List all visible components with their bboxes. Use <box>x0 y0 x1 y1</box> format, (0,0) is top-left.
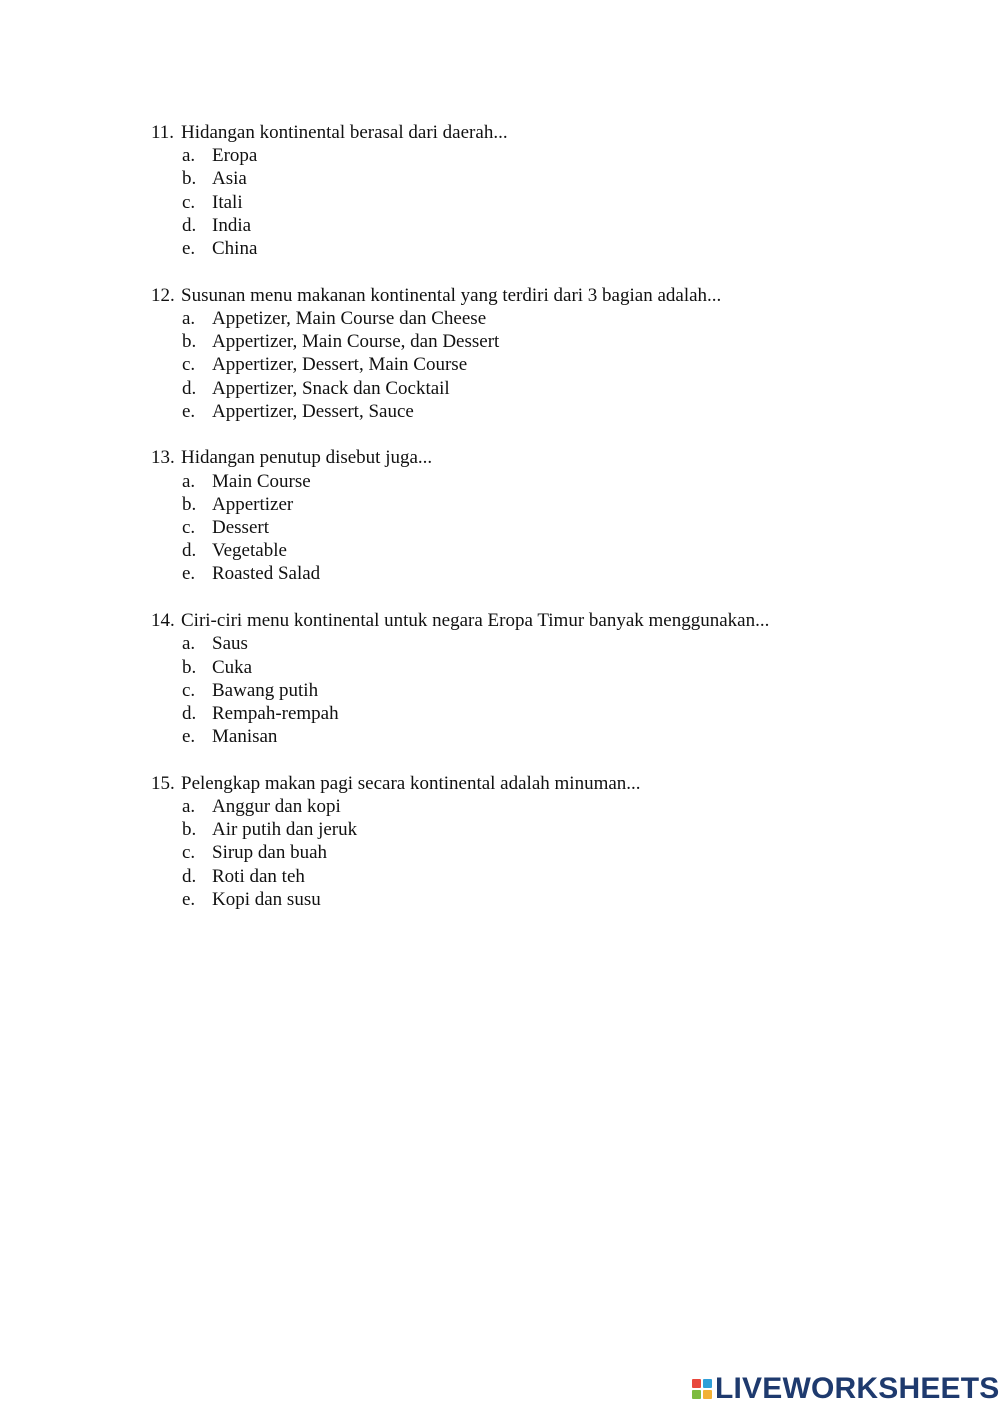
answer-option[interactable] <box>151 144 931 167</box>
option-letter: c. <box>182 679 196 701</box>
option-letter: b. <box>182 656 197 678</box>
question-15 <box>151 772 931 911</box>
option-text: Appetizer, Main Course dan Cheese <box>212 307 487 329</box>
option-text: Anggur dan kopi <box>212 796 341 818</box>
option-letter: d. <box>182 702 197 724</box>
question-title <box>151 284 931 307</box>
option-text: Manisan <box>212 726 278 748</box>
option-letter: a. <box>182 470 196 492</box>
answer-option[interactable] <box>151 167 931 190</box>
option-letter: b. <box>182 819 197 841</box>
option-text: Bawang putih <box>212 679 319 701</box>
answer-option[interactable] <box>151 516 931 539</box>
option-text: Appertizer, Main Course, dan Dessert <box>212 331 500 353</box>
question-number: 13. <box>151 447 175 469</box>
answer-option[interactable] <box>151 656 931 679</box>
option-text: Roasted Salad <box>212 563 321 585</box>
option-text: Roti dan teh <box>212 865 305 887</box>
answer-option[interactable] <box>151 191 931 214</box>
answer-option[interactable] <box>151 725 931 748</box>
option-text: Sirup dan buah <box>212 842 328 864</box>
question-11 <box>151 121 931 260</box>
answer-option[interactable] <box>151 539 931 562</box>
liveworksheets-logo <box>692 1374 1000 1404</box>
answer-option[interactable] <box>151 702 931 725</box>
question-number: 11. <box>151 122 175 143</box>
answer-option[interactable] <box>151 330 931 353</box>
option-text: Main Course <box>212 470 311 492</box>
answer-option[interactable] <box>151 818 931 841</box>
logo-tile <box>703 1379 712 1388</box>
option-text: Appertizer <box>212 493 294 515</box>
logo-text: LIVEWORKSHEETS <box>715 1372 1000 1405</box>
option-text: Saus <box>212 633 248 655</box>
question-14 <box>151 609 931 748</box>
option-letter: e. <box>182 238 196 260</box>
question-title <box>151 609 931 632</box>
liveworksheets-grid-icon <box>692 1379 712 1399</box>
option-text: Appertizer, Dessert, Sauce <box>212 400 414 422</box>
option-text: Eropa <box>212 145 258 167</box>
logo-tile <box>703 1390 712 1399</box>
question-number: 12. <box>151 284 175 306</box>
question-text: Hidangan penutup disebut juga... <box>181 447 433 469</box>
option-letter: c. <box>182 354 196 376</box>
logo-tile <box>692 1379 701 1388</box>
answer-option[interactable] <box>151 400 931 423</box>
question-title <box>151 446 931 469</box>
answer-option[interactable] <box>151 562 931 585</box>
option-letter: d. <box>182 214 197 236</box>
question-number: 14. <box>151 610 175 632</box>
option-text: India <box>212 214 252 236</box>
question-list <box>151 121 931 935</box>
option-text: China <box>212 238 258 260</box>
option-letter: e. <box>182 400 196 422</box>
answer-option[interactable] <box>151 353 931 376</box>
answer-option[interactable] <box>151 679 931 702</box>
answer-option[interactable] <box>151 470 931 493</box>
question-text: Susunan menu makanan kontinental yang terdiri dari 3 bagian adalah... <box>181 284 722 306</box>
option-text: Dessert <box>212 517 269 539</box>
answer-option[interactable] <box>151 377 931 400</box>
question-text: Pelengkap makan pagi secara kontinental adalah minuman... <box>181 772 641 794</box>
option-letter: a. <box>182 307 196 329</box>
option-text: Appertizer, Snack dan Cocktail <box>212 377 450 399</box>
question-12 <box>151 284 931 423</box>
answer-option[interactable] <box>151 888 931 911</box>
answer-option[interactable] <box>151 307 931 330</box>
option-text: Air putih dan jeruk <box>212 819 358 841</box>
logo-tile <box>692 1390 701 1399</box>
option-letter: c. <box>182 842 196 864</box>
answer-option[interactable] <box>151 865 931 888</box>
option-text: Vegetable <box>212 540 287 562</box>
option-letter: b. <box>182 331 197 353</box>
option-text: Kopi dan susu <box>212 888 321 910</box>
answer-option[interactable] <box>151 795 931 818</box>
answer-option[interactable] <box>151 632 931 655</box>
option-text: Asia <box>212 168 247 190</box>
answer-option[interactable] <box>151 237 931 260</box>
option-text: Rempah-rempah <box>212 702 339 724</box>
option-letter: b. <box>182 493 197 515</box>
answer-option[interactable] <box>151 214 931 237</box>
question-text: Hidangan kontinental berasal dari daerah... <box>181 122 508 143</box>
option-letter: e. <box>182 726 196 748</box>
question-text: Ciri-ciri menu kontinental untuk negara Eropa Timur banyak menggunakan... <box>181 610 770 632</box>
option-text: Appertizer, Dessert, Main Course <box>212 354 468 376</box>
question-title <box>151 121 931 144</box>
option-letter: c. <box>182 191 196 213</box>
option-letter: d. <box>182 865 197 887</box>
question-title <box>151 772 931 795</box>
option-letter: e. <box>182 888 196 910</box>
option-letter: b. <box>182 168 197 190</box>
option-letter: a. <box>182 796 196 818</box>
option-letter: a. <box>182 145 196 167</box>
answer-option[interactable] <box>151 493 931 516</box>
question-13 <box>151 446 931 585</box>
option-letter: e. <box>182 563 196 585</box>
option-text: Cuka <box>212 656 253 678</box>
option-letter: d. <box>182 540 197 562</box>
option-text: Itali <box>212 191 243 213</box>
answer-option[interactable] <box>151 841 931 864</box>
option-letter: c. <box>182 517 196 539</box>
option-letter: d. <box>182 377 197 399</box>
question-number: 15. <box>151 772 175 794</box>
option-letter: a. <box>182 633 196 655</box>
